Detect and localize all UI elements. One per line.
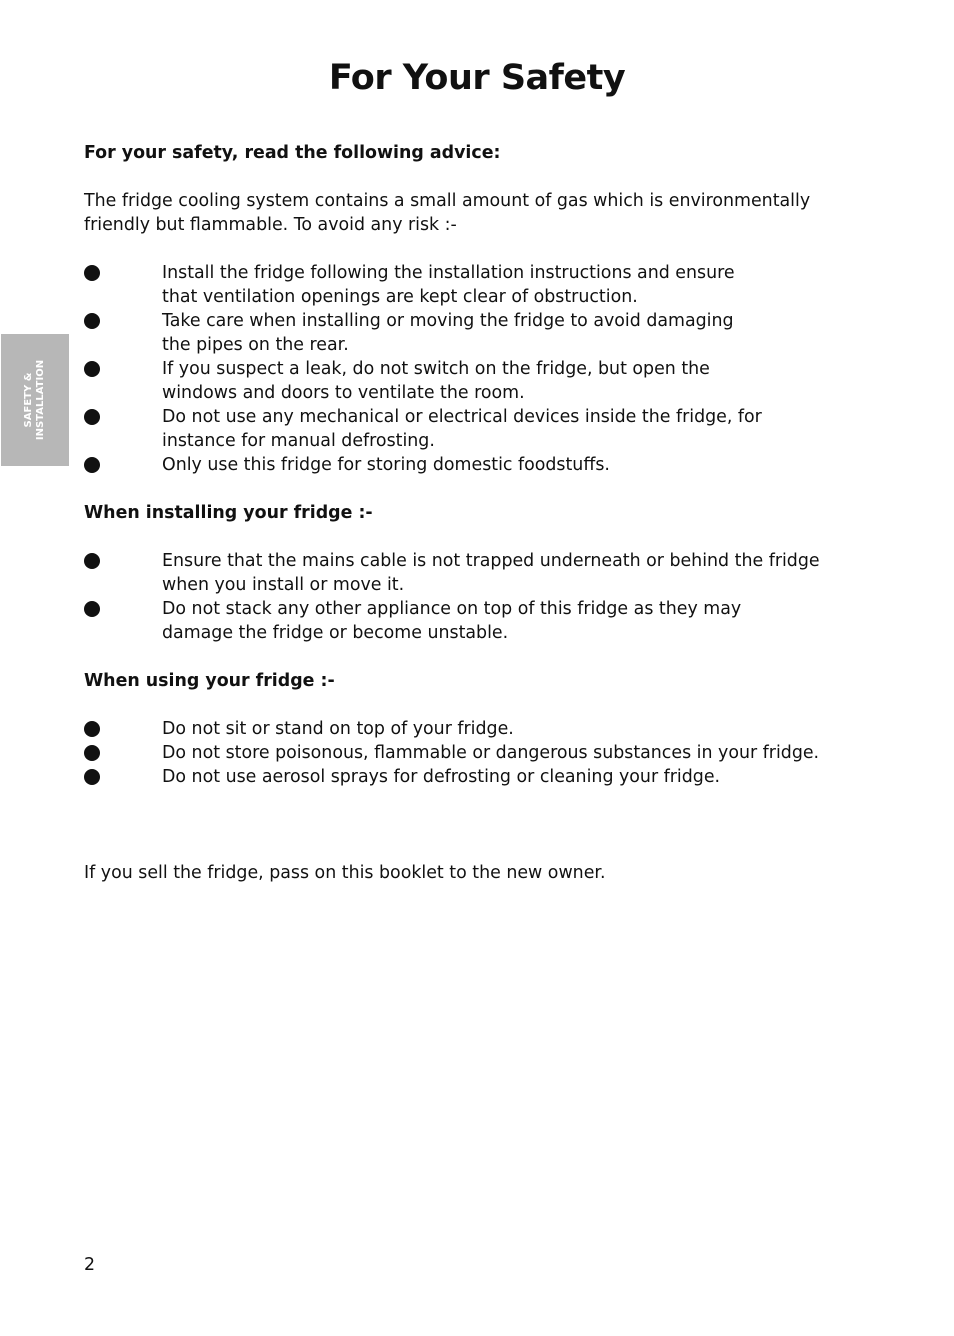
- list-item: [84, 549, 874, 597]
- bullet-icon: [84, 313, 100, 329]
- intro-paragraph: [84, 189, 874, 237]
- closing-note: If you sell the fridge, pass on this booklet to the new owner.: [84, 863, 606, 883]
- list-item-line: damage the fridge or become unstable.: [162, 623, 509, 643]
- section-tab: [1, 334, 69, 466]
- bullet-icon: [84, 361, 100, 377]
- bullet-icon: [84, 457, 100, 473]
- page-number: 2: [84, 1255, 96, 1275]
- section-tab-label: [23, 340, 47, 460]
- list-item: [84, 765, 874, 789]
- list-item-line: Only use this fridge for storing domestic foodstuffs.: [162, 455, 610, 475]
- bullet-icon: [84, 553, 100, 569]
- intro-paragraph-line: friendly but flammable. To avoid any risk :-: [84, 215, 457, 235]
- bullet-icon: [84, 721, 100, 737]
- list-item-line: Do not stack any other appliance on top of this fridge as they may: [162, 599, 742, 619]
- list-item-line: Install the fridge following the installation instructions and ensure: [162, 263, 735, 283]
- list-item-line: instance for manual defrosting.: [162, 431, 435, 451]
- bullet-icon: [84, 409, 100, 425]
- page-title: For Your Safety: [328, 58, 626, 98]
- list-item: [84, 717, 874, 741]
- list-item: [84, 261, 874, 309]
- list-item: [84, 405, 874, 453]
- bullet-icon: [84, 769, 100, 785]
- list-item: [84, 453, 874, 477]
- intro-heading: For your safety, read the following advice:: [84, 143, 501, 163]
- bullet-icon: [84, 745, 100, 761]
- list-item-line: Do not use any mechanical or electrical devices inside the fridge, for: [162, 407, 762, 427]
- document-body: [84, 141, 874, 909]
- list-item-line: windows and doors to ventilate the room.: [162, 383, 525, 403]
- section-tab-line-2: INSTALLATION: [35, 359, 46, 441]
- list-item-line: the pipes on the rear.: [162, 335, 349, 355]
- bullet-icon: [84, 265, 100, 281]
- list-item-line: that ventilation openings are kept clear of obstruction.: [162, 287, 638, 307]
- list-item-line: when you install or move it.: [162, 575, 405, 595]
- list-item-line: Do not use aerosol sprays for defrosting or cleaning your fridge.: [162, 767, 721, 787]
- using-list: [84, 717, 874, 789]
- intro-paragraph-line: The fridge cooling system contains a small amount of gas which is environmentally: [84, 191, 811, 211]
- installing-list: [84, 549, 874, 645]
- list-item-line: Ensure that the mains cable is not trapped underneath or behind the fridge: [162, 551, 820, 571]
- list-item-line: Do not sit or stand on top of your fridge.: [162, 719, 514, 739]
- list-item: [84, 741, 874, 765]
- list-item-line: Take care when installing or moving the fridge to avoid damaging: [162, 311, 734, 331]
- list-item: [84, 309, 874, 357]
- bullet-icon: [84, 601, 100, 617]
- section-tab-line-1: SAFETY &: [23, 372, 34, 428]
- general-safety-list: [84, 261, 874, 477]
- installing-heading: When installing your fridge :-: [84, 503, 373, 523]
- list-item: [84, 357, 874, 405]
- list-item-line: If you suspect a leak, do not switch on the fridge, but open the: [162, 359, 710, 379]
- list-item: [84, 597, 874, 645]
- list-item-line: Do not store poisonous, flammable or dangerous substances in your fridge.: [162, 743, 820, 763]
- using-heading: When using your fridge :-: [84, 671, 335, 691]
